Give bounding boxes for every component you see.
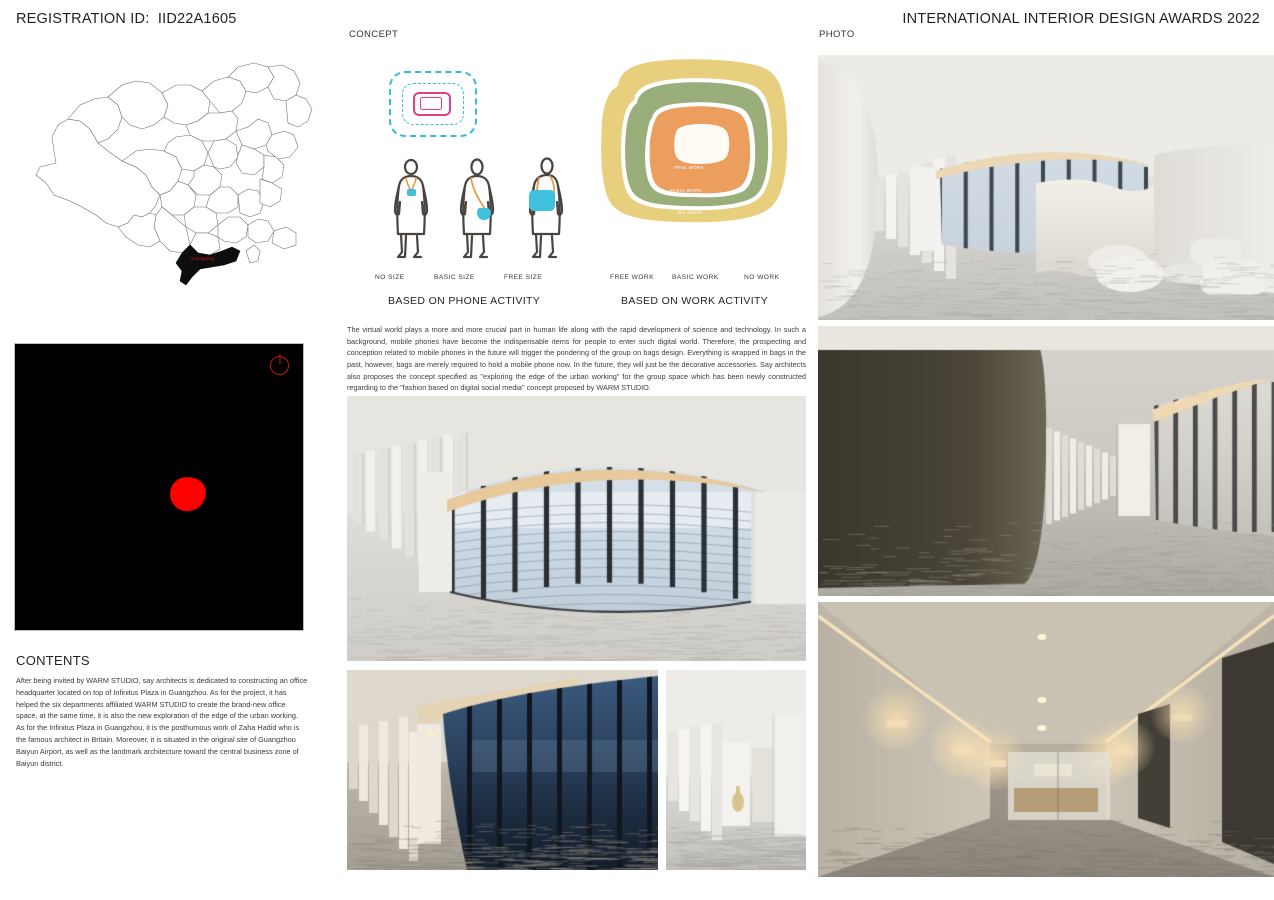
caption-phone-activity: BASED ON PHONE ACTIVITY bbox=[388, 295, 541, 307]
photo-dark-curved-wall bbox=[818, 326, 1274, 596]
ring-label-basic-work: BASIC WORK bbox=[670, 188, 702, 193]
concept-diagrams bbox=[345, 48, 810, 308]
ring-label-no-work: NO WORK bbox=[678, 210, 702, 215]
phone-screen-icon bbox=[420, 97, 442, 110]
photo-lounge-curved-partition bbox=[818, 55, 1274, 320]
china-province-map bbox=[10, 55, 330, 287]
ring-label-free-work: FREE WORK bbox=[674, 165, 704, 170]
size-label-2: FREE SIZE bbox=[504, 274, 543, 281]
concept-body-text: The virtual world plays a more and more crucial part in human life along with the rapid development of science and technology. In such a background, mobile phones have become the indispensable items for people to enter such digital world. Therefore, the prospecting and conception related to mobile phones in the future will trigger the pondering of the group on bags design. Everything is wrapped in bags in the past, however, bags are merely required to hold a mobile phone now. In the future, they will just be the decorative accessories. Say architects also proposes the concept specified as "exploring the edge of the urban working" for the group space which has been newly constructed regarding to the "fashion based on digital social media" concept proposed by WARM STUDIO. bbox=[347, 325, 806, 393]
figure-basic-size bbox=[450, 156, 506, 264]
section-label-photo: PHOTO bbox=[819, 29, 855, 40]
concept-column bbox=[345, 48, 810, 900]
map-province-label: Guangdong bbox=[191, 256, 215, 261]
photo-column bbox=[818, 48, 1274, 900]
figure-no-size bbox=[383, 156, 439, 264]
phone-evolution-icon bbox=[389, 71, 479, 141]
size-label-0: NO SIZE bbox=[375, 274, 405, 281]
left-column bbox=[0, 48, 330, 900]
work-label-1: BASIC WORK bbox=[672, 274, 719, 281]
section-label-concept: CONCEPT bbox=[349, 29, 399, 40]
work-label-2: NO WORK bbox=[744, 274, 780, 281]
figure-group bbox=[383, 156, 573, 266]
contents-heading: CONTENTS bbox=[16, 653, 90, 668]
photo-dusk-corridor bbox=[347, 670, 658, 870]
award-title: INTERNATIONAL INTERIOR DESIGN AWARDS 2022 bbox=[902, 11, 1260, 27]
photo-elevator-lobby bbox=[818, 602, 1274, 877]
photo-panoramic-curtain-wall bbox=[347, 396, 806, 661]
registration-id: REGISTRATION ID: IID22A1605 bbox=[16, 11, 237, 27]
site-marker bbox=[168, 475, 208, 514]
contents-body: After being invited by WARM STUDIO, say architects is dedicated to constructing an office headquarter located on top of Infinitus Plaza in Guangzhou. As for the project, it has helped the six departments affiliated WARM STUDIO to create the brand-new office space, at the same time, it is also the new exploration of the edge of the urban working. As for the Infinitus Plaza in Guangzhou, it is the posthumous work of Zaha Hadid who is the famous architect in Britain. Moreover, it is situated in the original site of Guangzhou Baiyun Airport, as well as the landmark architecture toward the central business zone of Baiyun district. bbox=[16, 676, 308, 768]
size-label-1: BASIC SIZE bbox=[434, 274, 475, 281]
compass-icon bbox=[270, 356, 289, 375]
caption-work-activity: BASED ON WORK ACTIVITY bbox=[621, 295, 769, 307]
work-activity-rings bbox=[598, 56, 793, 226]
figure-free-size bbox=[517, 156, 573, 264]
board-header bbox=[0, 0, 1274, 48]
photo-narrow-corridor bbox=[666, 670, 806, 870]
satellite-location-map bbox=[14, 343, 304, 631]
contents-section bbox=[16, 653, 308, 770]
work-label-0: FREE WORK bbox=[610, 274, 654, 281]
